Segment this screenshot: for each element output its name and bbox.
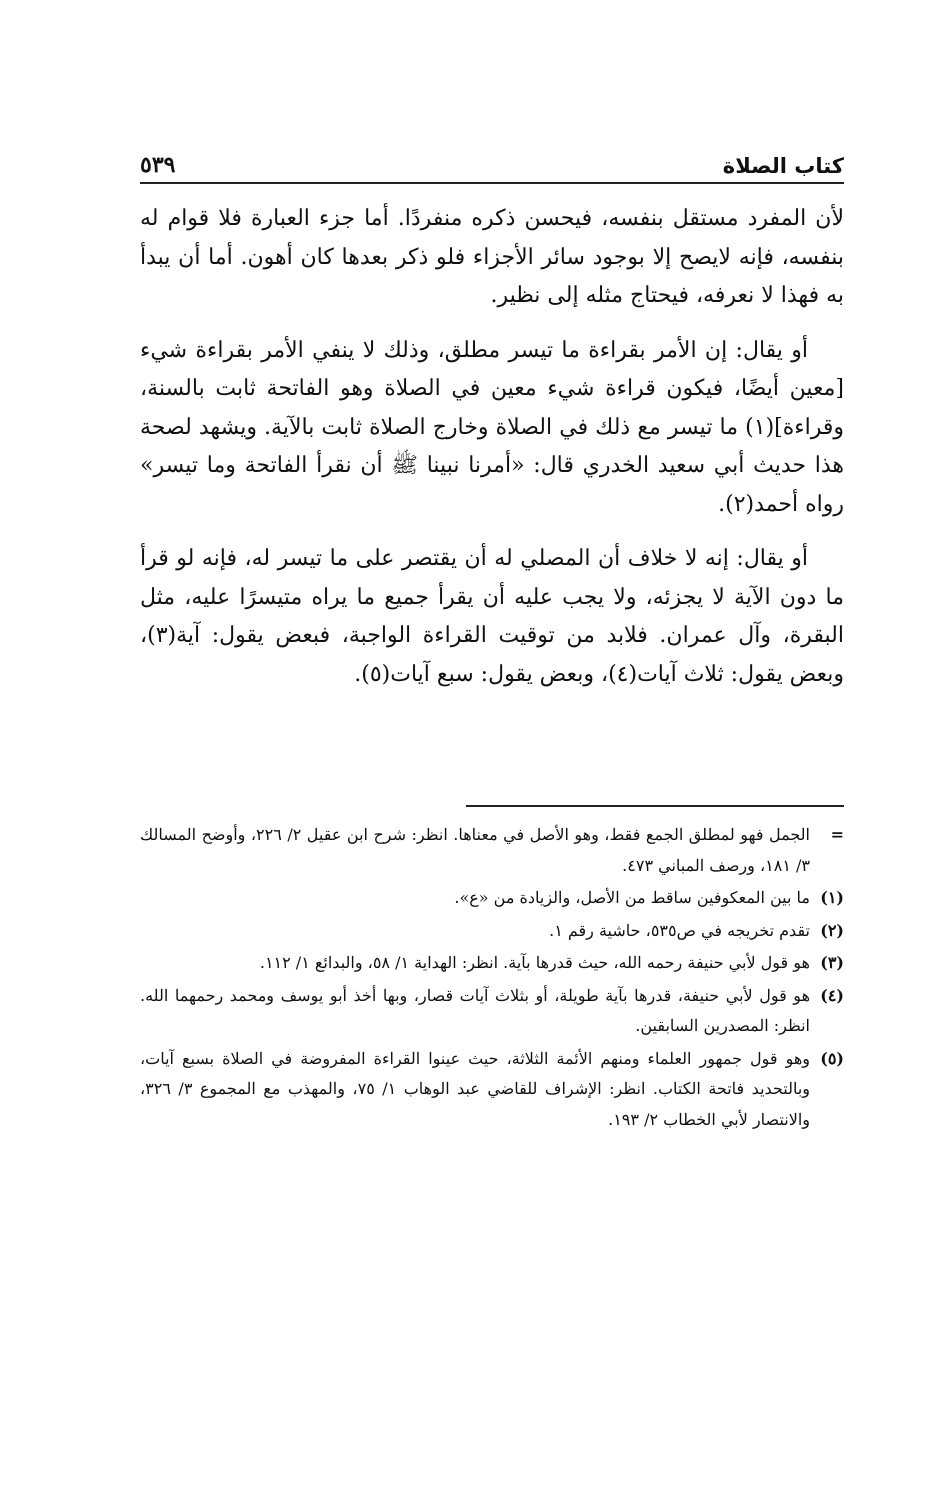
footnote-text: ما بين المعكوفين ساقط من الأصل، والزيادة من «ع».	[454, 888, 810, 907]
footnote-marker: (٤)	[820, 985, 844, 1005]
paragraph: أو يقال: إنه لا خلاف أن المصلي له أن يقتصر على ما تيسر له، فإنه لو قرأ ما دون الآية لا يجزئه، ولا يجب عليه أن يقرأ جميع ما يراه متيسرًا عليه، مثل البقرة، وآل عمران. فلابد من توقيت القراءة الواجبة، فبعض يقول: آية(٣)، وبعض يقول: ثلاث آيات(٤)، وبعض يقول: سبع آيات(٥).	[140, 546, 844, 687]
footnote-marker: =	[830, 825, 844, 844]
footnote-text: هو قول لأبي حنيفة، قدرها بآية طويلة، أو بثلاث آيات قصار، وبها أخذ أبو يوسف ومحمد رحمهما الله. انظر: المصدرين السابقين.	[140, 985, 811, 1035]
footnote-marker: (١)	[820, 888, 844, 907]
footnote-item	[140, 820, 844, 881]
footnote-text: هو قول لأبي حنيفة رحمه الله، حيث قدرها بآية. انظر: الهداية ١/ ٥٨، والبدائع ١/ ١١٢.	[259, 953, 810, 972]
paragraph: أو يقال: إن الأمر بقراءة ما تيسر مطلق، وذلك لا ينفي الأمر بقراءة شيء [معين أيضًا، فيكون قراءة شيء معين في الصلاة وهو الفاتحة ثابت بالسنة، وقراءة](١) ما تيسر مع ذلك في الصلاة وخارج الصلاة ثابت بالآية. ويشهد لصحة هذا حديث أبي سعيد الخدري قال: «أمرنا نبينا ﷺ أن نقرأ الفاتحة وما تيسر» رواه أحمد(٢).	[140, 337, 844, 517]
header-rule	[140, 182, 844, 184]
main-text	[140, 200, 844, 710]
footnote-item	[140, 1044, 844, 1136]
footnote-text: الجمل فهو لمطلق الجمع فقط، وهو الأصل في معناها. انظر: شرح ابن عقيل ٢/ ٢٢٦، وأوضح المسالك ٣/ ١٨١، ورصف المباني ٤٧٣.	[140, 825, 810, 875]
footnote-marker: (٣)	[820, 953, 844, 972]
footnote-item	[140, 948, 844, 979]
paragraph: لأن المفرد مستقل بنفسه، فيحسن ذكره منفردًا. أما جزء العبارة فلا قوام له بنفسه، فإنه لايصح إلا بوجود سائر الأجزاء فلو ذكر بعدها كان أهون. أما أن يبدأ به فهذا لا نعرفه، فيحتاج مثله إلى نظير.	[140, 206, 844, 308]
footnote-separator	[466, 805, 844, 807]
footnote-text: وهو قول جمهور العلماء ومنهم الأئمة الثلاثة، حيث عينوا القراءة المفروضة في الصلاة بسبع آيات، وبالتحديد فاتحة الكتاب. انظر: الإشراف للقاضي عبد الوهاب ١/ ٧٥، والمهذب مع المجموع ٣/ ٣٢٦، والانتصار لأبي الخطاب ٢/ ١٩٣.	[140, 1048, 811, 1129]
footnote-text: تقدم تخريجه في ص٥٣٥، حاشية رقم ١.	[549, 920, 810, 940]
footnote-item	[140, 883, 844, 914]
footnote-item	[140, 981, 844, 1042]
page-header	[140, 128, 844, 178]
footnotes	[140, 820, 844, 1137]
chapter-title: كتاب الصلاة	[722, 154, 844, 178]
footnote-item	[140, 916, 844, 947]
page-number: ٥٣٩	[140, 152, 176, 178]
footnote-marker: (٥)	[820, 1048, 844, 1068]
footnote-marker: (٢)	[820, 920, 844, 940]
